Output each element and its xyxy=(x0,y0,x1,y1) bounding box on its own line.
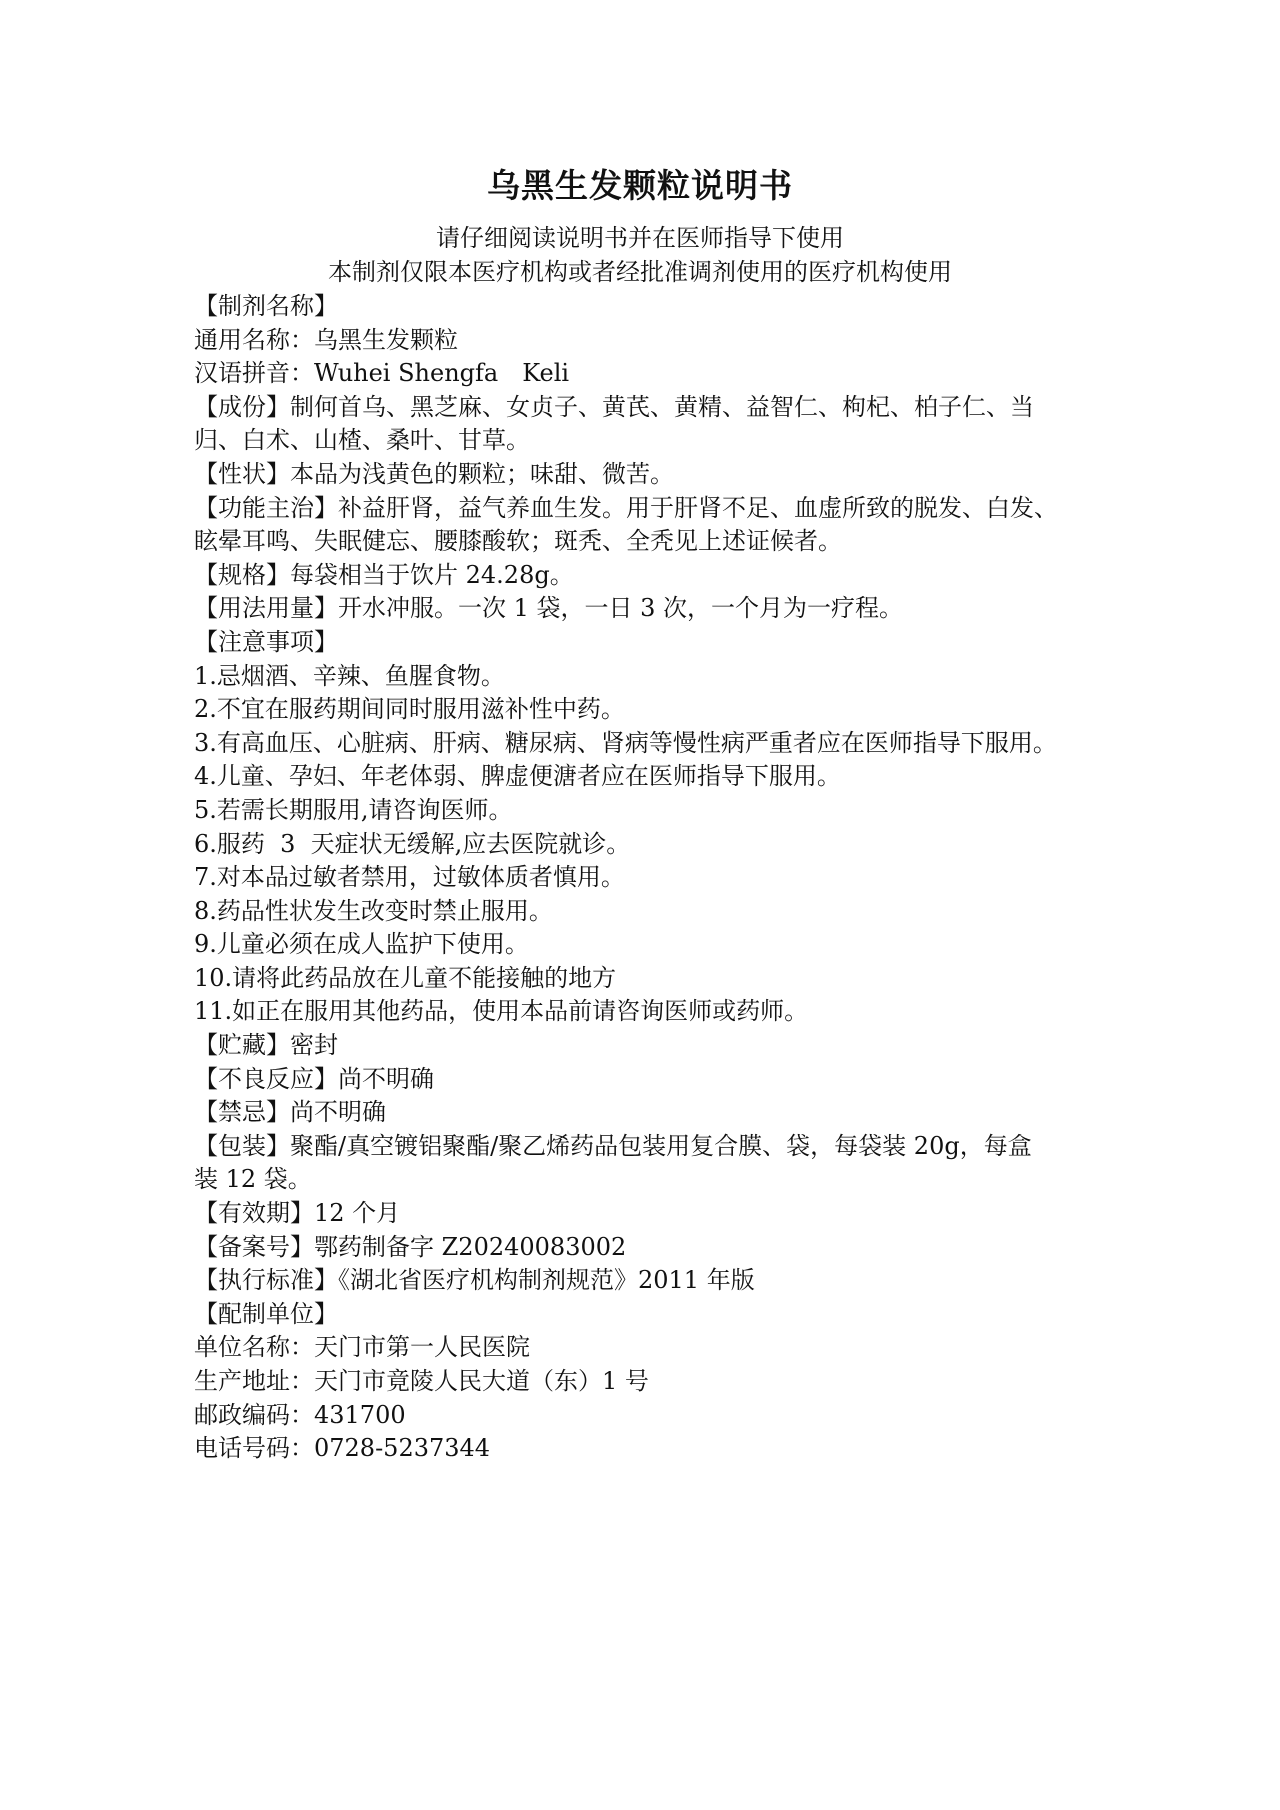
precaution-item: 2.不宜在服药期间同时服用滋补性中药。 xyxy=(194,695,625,724)
precaution-item: 6.服药 3 天症状无缓解,应去医院就诊。 xyxy=(194,829,631,858)
section-heading-precautions: 【注意事项】 xyxy=(194,627,338,656)
contraindications-line: 【禁忌】尚不明确 xyxy=(194,1098,386,1127)
subtitle-read-carefully: 请仔细阅读说明书并在医师指导下使用 xyxy=(436,224,844,252)
adverse-reactions-line: 【不良反应】尚不明确 xyxy=(194,1064,434,1093)
document-title: 乌黑生发颗粒说明书 xyxy=(487,166,793,205)
subtitle-usage-restriction: 本制剂仅限本医疗机构或者经批准调剂使用的医疗机构使用 xyxy=(328,258,952,286)
section-heading-maker: 【配制单位】 xyxy=(194,1299,338,1328)
storage-line: 【贮藏】密封 xyxy=(194,1031,338,1060)
validity-line: 【有效期】12 个月 xyxy=(194,1199,401,1228)
packaging-line-1: 【包装】聚酯/真空镀铝聚酯/聚乙烯药品包装用复合膜、袋，每袋装 20g，每盒 xyxy=(194,1131,1032,1160)
precaution-item: 5.若需长期服用,请咨询医师。 xyxy=(194,795,513,824)
specification-line: 【规格】每袋相当于饮片 24.28g。 xyxy=(194,560,574,589)
phone-line: 电话号码：0728-5237344 xyxy=(194,1434,491,1463)
precaution-item: 1.忌烟酒、辛辣、鱼腥食物。 xyxy=(194,661,505,690)
document-body xyxy=(194,290,1094,1466)
record-number-line: 【备案号】鄂药制备字 Z20240083002 xyxy=(194,1232,627,1261)
generic-name-line: 通用名称：乌黑生发颗粒 xyxy=(194,325,458,354)
indications-line-2: 眩晕耳鸣、失眠健忘、腰膝酸软；斑秃、全秃见上述证候者。 xyxy=(194,527,842,556)
precaution-item: 7.对本品过敏者禁用，过敏体质者慎用。 xyxy=(194,863,625,892)
precaution-item: 4.儿童、孕妇、年老体弱、脾虚便溏者应在医师指导下服用。 xyxy=(194,762,841,791)
pinyin-name-line: 汉语拼音：Wuhei Shengfa Keli xyxy=(194,359,570,388)
ingredients-line-2: 归、白术、山楂、桑叶、甘草。 xyxy=(194,426,530,455)
indications-line-1: 【功能主治】补益肝肾，益气养血生发。用于肝肾不足、血虚所致的脱发、白发、 xyxy=(194,493,1058,522)
dosage-line: 【用法用量】开水冲服。一次 1 袋，一日 3 次，一个月为一疗程。 xyxy=(194,594,904,623)
maker-name-line: 单位名称：天门市第一人民医院 xyxy=(194,1333,530,1362)
precaution-item: 8.药品性状发生改变时禁止服用。 xyxy=(194,896,553,925)
precaution-item: 3.有高血压、心脏病、肝病、糖尿病、肾病等慢性病严重者应在医师指导下服用。 xyxy=(194,728,1057,757)
section-heading-preparation-name: 【制剂名称】 xyxy=(194,292,338,320)
precaution-item: 10.请将此药品放在儿童不能接触的地方 xyxy=(194,963,617,992)
postal-code-line: 邮政编码：431700 xyxy=(194,1400,406,1429)
appearance-line: 【性状】本品为浅黄色的颗粒；味甜、微苦。 xyxy=(194,459,674,488)
packaging-line-2: 装 12 袋。 xyxy=(194,1165,312,1194)
precautions-list xyxy=(194,660,1094,1030)
precaution-item: 11.如正在服用其他药品，使用本品前请咨询医师或药师。 xyxy=(194,997,809,1026)
standard-line: 【执行标准】《湖北省医疗机构制剂规范》2011 年版 xyxy=(194,1266,755,1295)
ingredients-line-1: 【成份】制何首乌、黑芝麻、女贞子、黄芪、黄精、益智仁、枸杞、柏子仁、当 xyxy=(194,392,1034,421)
precaution-item: 9.儿童必须在成人监护下使用。 xyxy=(194,930,529,959)
maker-address-line: 生产地址：天门市竟陵人民大道（东）1 号 xyxy=(194,1367,649,1395)
